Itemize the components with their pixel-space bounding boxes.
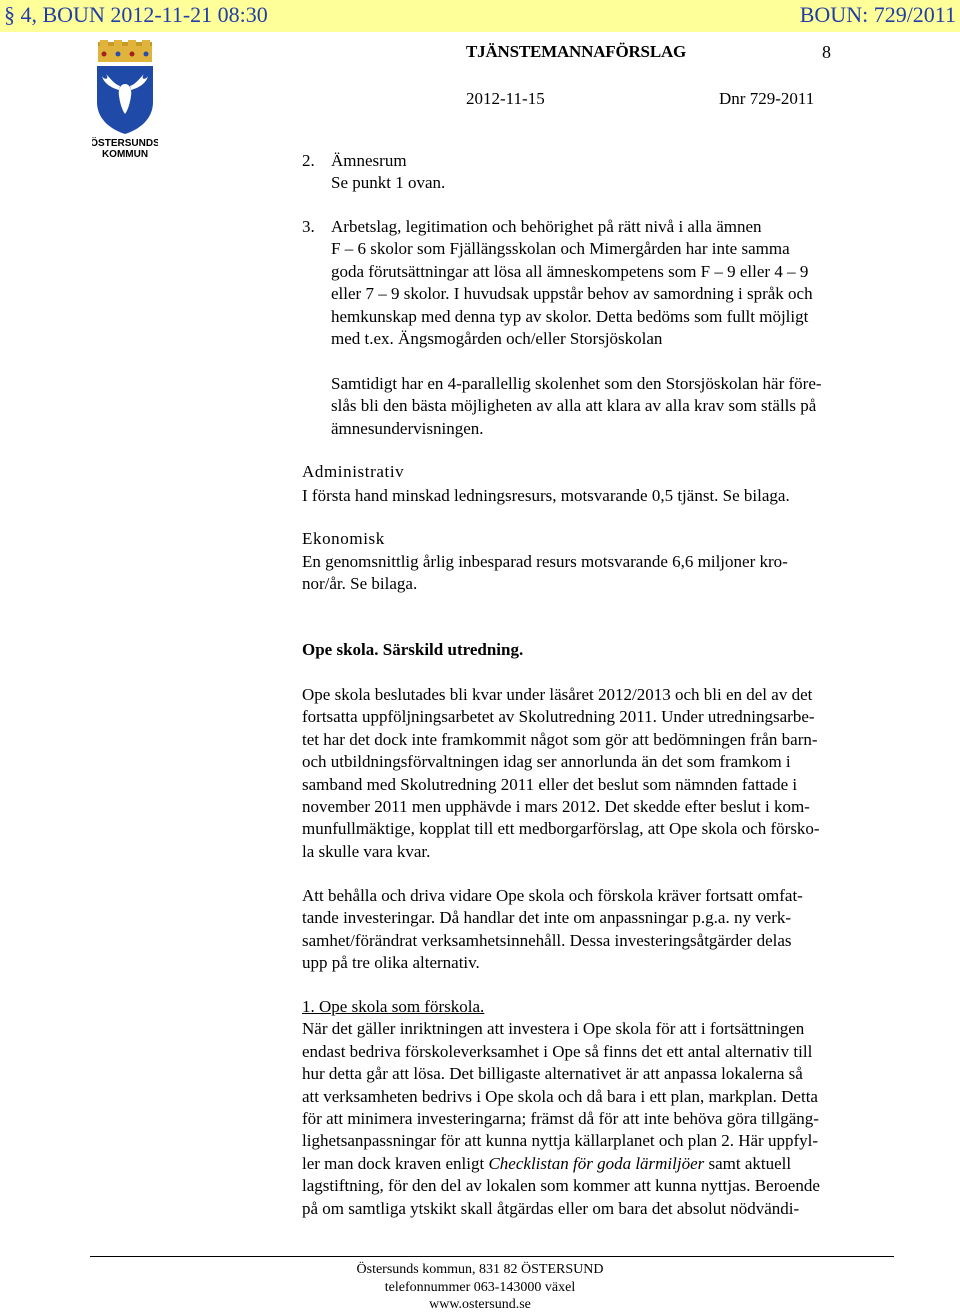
footer-address: Östersunds kommun, 831 82 ÖSTERSUND xyxy=(356,1262,604,1277)
case-number: BOUN: 729/2011 xyxy=(799,2,956,27)
ope-heading: Ope skola. Särskild utredning. xyxy=(302,640,524,659)
checklist-reference: Checklistan för goda lärmiljöer xyxy=(488,1153,705,1173)
alternative-1 xyxy=(302,996,900,1220)
diary-number: Dnr 729-2011 xyxy=(719,89,815,108)
document-topbar xyxy=(0,0,960,32)
econ-text xyxy=(302,551,897,596)
text-line: När det gäller inriktningen att investera i Ope skola för att i fortsättningen xyxy=(302,1019,805,1039)
ope-paragraph-1 xyxy=(302,684,900,863)
page-number: 8 xyxy=(822,42,831,62)
item-3-text xyxy=(331,216,901,350)
footer-phone: telefonnummer 063-143000 växel xyxy=(384,1280,576,1295)
footer-website[interactable]: www.ostersund.se xyxy=(429,1297,531,1312)
text-line: och utbildningsförvaltningen idag ser annorlunda än det som framkom i xyxy=(302,752,791,772)
text-line: la skulle vara kvar. xyxy=(302,841,431,861)
text-line: goda förutsättningar att lösa all ämneskompetens som F – 9 eller 4 – 9 xyxy=(331,261,809,281)
text-line: upp på tre olika alternativ. xyxy=(302,953,480,973)
text-fragment: samt aktuell xyxy=(704,1153,792,1173)
text-line: lighetsanpassningar för att kunna nyttja källarplanet och plan 2. Här uppfyl- xyxy=(302,1131,818,1151)
text-line: En genomsnittlig årlig inbesparad resurs motsvarande 6,6 miljoner kro- xyxy=(302,552,788,571)
text-line: Ope skola beslutades bli kvar under läsåret 2012/2013 och bli en del av det xyxy=(302,685,813,704)
econ-heading: Ekonomisk xyxy=(302,529,385,548)
text-line: Samtidigt har en 4-parallellig skolenhet som den Storsjöskolan här före- xyxy=(331,374,822,393)
item-number: 2. xyxy=(302,151,315,170)
text-line: fortsatta uppföljningsarbetet av Skolutredning 2011. Under utredningsarbe- xyxy=(302,707,815,727)
text-line: nor/år. Se bilaga. xyxy=(302,574,418,594)
ostersunds-kommun-logo xyxy=(92,40,158,158)
text-line: Ämnesrum xyxy=(331,151,407,170)
document-title: TJÄNSTEMANNAFÖRSLAG xyxy=(466,42,687,61)
item-2-text xyxy=(331,150,926,195)
footer-divider xyxy=(90,1256,894,1257)
ope-paragraph-2 xyxy=(302,885,900,975)
text-line: Se punkt 1 ovan. xyxy=(331,173,446,193)
text-line: hur detta går att lösa. Det billigaste alternativet är att anpassa lokalerna så xyxy=(302,1064,803,1084)
item-number: 3. xyxy=(302,217,315,236)
text-line: endast bedriva förskoleverksamhet i Ope så finns det ett antal alternativ till xyxy=(302,1041,813,1061)
text-line: hemkunskap med denna typ av skolor. Detta bedöms som fullt möjligt xyxy=(331,306,809,326)
text-line: tet har det dock inte framkommit något som gör att bedömningen från barn- xyxy=(302,729,818,749)
text-line: Att behålla och driva vidare Ope skola och förskola kräver fortsatt omfat- xyxy=(302,886,803,905)
admin-heading: Administrativ xyxy=(302,462,405,481)
text-line: munfullmäktige, kopplat till ett medborgarförslag, att Ope skola och försko- xyxy=(302,819,820,839)
document-date: 2012-11-15 xyxy=(466,89,545,108)
text-line: F – 6 skolor som Fjällängsskolan och Mimergården har inte samma xyxy=(331,239,790,259)
text-line: lagstiftning, för den del av lokalen som kommer att kunna nyttjas. Beroende xyxy=(302,1176,820,1196)
text-line: med t.ex. Ängsmogården och/eller Storsjöskolan xyxy=(331,329,663,349)
case-reference: § 4, BOUN 2012-11-21 08:30 xyxy=(4,2,268,27)
text-line xyxy=(302,1153,900,1175)
text-line: tande investeringar. Då handlar det inte om anpassningar p.g.a. ny verk- xyxy=(302,908,792,928)
text-line: november 2011 men upphävde i mars 2012. Det skedde efter beslut i kom- xyxy=(302,797,810,817)
text-line: Arbetslag, legitimation och behörighet på rätt nivå i alla ämnen xyxy=(331,217,762,236)
alternative-1-heading: 1. Ope skola som förskola. xyxy=(302,997,485,1016)
svg-text:KOMMUN: KOMMUN xyxy=(101,149,149,158)
text-line: slås bli den bästa möjligheten av alla att klara av alla krav som ställs på xyxy=(331,396,817,416)
text-line: samband med Skolutredning 2011 eller det beslut som nämnden fattade i xyxy=(302,774,798,794)
text-line: eller 7 – 9 skolor. I huvudsak uppstår behov av samordning i språk och xyxy=(331,284,813,304)
svg-text:ÖSTERSUNDS: ÖSTERSUNDS xyxy=(92,138,158,149)
item-3-extra xyxy=(331,373,901,440)
admin-text: I första hand minskad ledningsresurs, motsvarande 0,5 tjänst. Se bilaga. xyxy=(302,486,790,505)
text-line: ämnesundervisningen. xyxy=(331,418,484,438)
text-line: för att minimera investeringarna; främst då för att inte behöva göra tillgäng- xyxy=(302,1109,819,1129)
text-line: på om samtliga ytskikt skall åtgärdas eller om bara det absolut nödvändi- xyxy=(302,1198,800,1218)
text-fragment: ler man dock kraven enligt xyxy=(302,1153,489,1173)
text-line: att verksamheten bedrivs i Ope skola och då bara i ett plan, markplan. Detta xyxy=(302,1086,818,1106)
coat-of-arms-icon xyxy=(92,40,158,158)
text-line: samhet/förändrat verksamhetsinnehåll. Dessa investeringsåtgärder delas xyxy=(302,930,792,950)
